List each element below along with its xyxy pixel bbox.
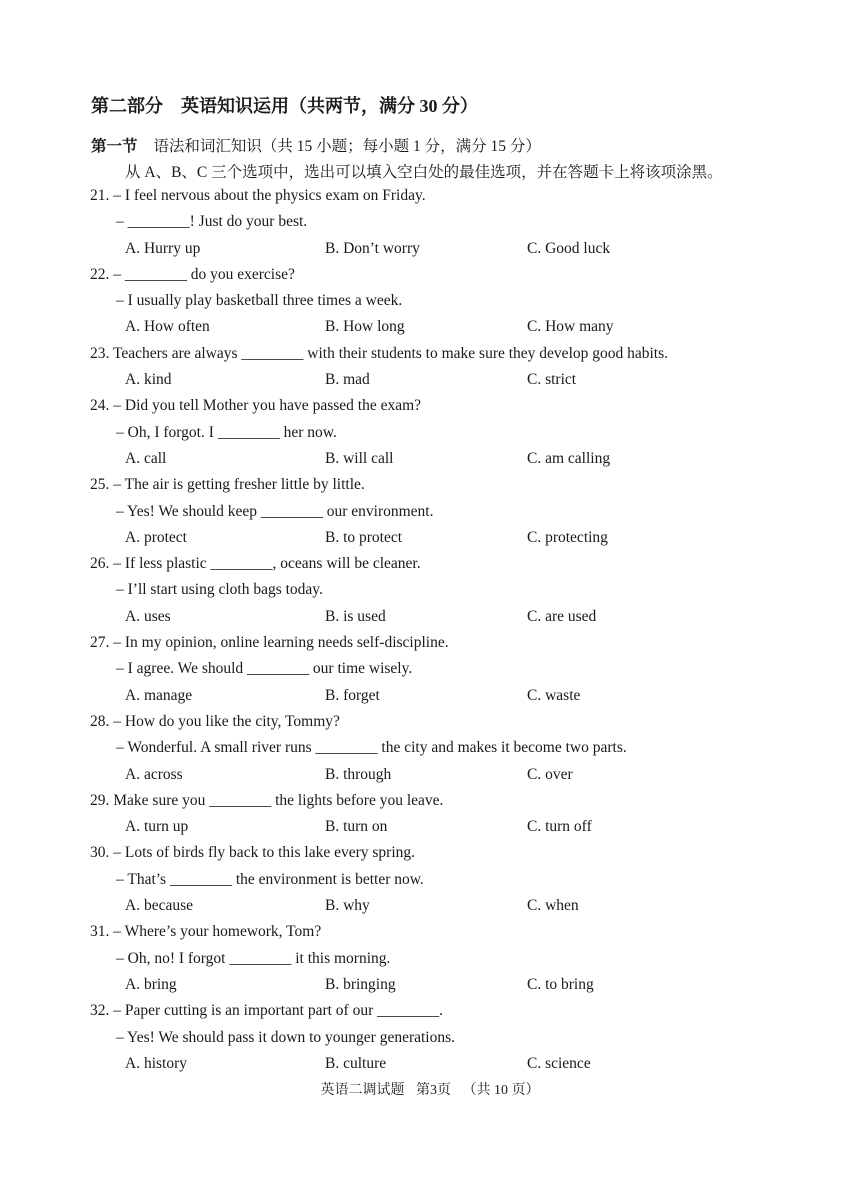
option-a: A. kind	[125, 371, 172, 389]
option-c: C. are used	[527, 607, 597, 625]
question-item	[0, 551, 860, 630]
option-b: B. turn on	[325, 818, 388, 836]
question-response: – Yes! We should keep ________ our environment.	[116, 502, 434, 520]
option-a: A. across	[125, 765, 183, 783]
option-c: C. protecting	[527, 528, 608, 546]
question-item	[0, 262, 860, 341]
option-c: C. when	[527, 897, 579, 915]
part-title: 第二部分 英语知识运用（共两节，满分 30 分）	[91, 96, 478, 116]
question-stem: 24. – Did you tell Mother you have passed the exam?	[90, 397, 422, 415]
question-response: – I agree. We should ________ our time wisely.	[116, 660, 413, 678]
option-b: B. Don’t worry	[325, 239, 420, 257]
option-b: B. through	[325, 765, 392, 783]
question-response: – I usually play basketball three times a week.	[116, 292, 403, 310]
footer-subject: 英语二调试题	[320, 1083, 405, 1098]
footer-total-pages: （共 10 页）	[462, 1083, 540, 1098]
option-a: A. uses	[125, 607, 171, 625]
options-row	[0, 814, 860, 840]
option-c: C. science	[527, 1054, 591, 1072]
question-item	[0, 709, 860, 788]
question-stem: 30. – Lots of birds fly back to this lake every spring.	[90, 844, 416, 862]
question-item	[0, 840, 860, 919]
options-row	[0, 972, 860, 998]
page-footer	[0, 1079, 860, 1099]
option-a: A. protect	[125, 528, 187, 546]
question-response: – Oh, I forgot. I ________ her now.	[116, 423, 337, 441]
option-c: C. am calling	[527, 449, 611, 467]
option-a: A. How often	[125, 318, 210, 336]
question-item	[0, 183, 860, 262]
question-stem: 29. Make sure you ________ the lights before you leave.	[90, 791, 444, 809]
option-b: B. to protect	[325, 528, 403, 546]
option-a: A. because	[125, 897, 193, 915]
option-a: A. turn up	[125, 818, 189, 836]
question-response: – Oh, no! I forgot ________ it this morning.	[116, 949, 391, 967]
question-stem: 27. – In my opinion, online learning needs self-discipline.	[90, 634, 449, 652]
question-response: – Wonderful. A small river runs ________ the city and makes it become two parts.	[116, 739, 627, 757]
option-b: B. is used	[325, 607, 386, 625]
question-response: – I’ll start using cloth bags today.	[116, 581, 323, 599]
question-stem: 22. – ________ do you exercise?	[90, 265, 295, 283]
question-stem: 28. – How do you like the city, Tommy?	[90, 712, 340, 730]
option-b: B. culture	[325, 1054, 387, 1072]
option-a: A. Hurry up	[125, 239, 201, 257]
question-stem: 31. – Where’s your homework, Tom?	[90, 923, 322, 941]
options-row	[0, 525, 860, 551]
question-item	[0, 341, 860, 394]
option-c: C. strict	[527, 371, 577, 389]
question-item	[0, 630, 860, 709]
question-item	[0, 919, 860, 998]
question-stem: 21. – I feel nervous about the physics exam on Friday.	[90, 187, 426, 204]
question-response: – That’s ________ the environment is better now.	[116, 870, 424, 888]
question-stem: 26. – If less plastic ________, oceans will be cleaner.	[90, 555, 421, 573]
section-number: 第一节	[91, 138, 138, 155]
question-item	[0, 393, 860, 472]
option-a: A. manage	[125, 686, 193, 704]
option-c: C. turn off	[527, 818, 592, 836]
options-row	[0, 893, 860, 919]
option-b: B. bringing	[325, 975, 396, 993]
options-row	[0, 314, 860, 340]
question-item	[0, 998, 860, 1077]
options-row	[0, 683, 860, 709]
options-row	[0, 236, 860, 262]
options-row	[0, 762, 860, 788]
option-b: B. why	[325, 897, 370, 915]
question-item	[0, 788, 860, 841]
options-row	[0, 367, 860, 393]
option-c: C. How many	[527, 318, 614, 336]
option-b: B. forget	[325, 686, 380, 704]
question-stem: 25. – The air is getting fresher little by little.	[90, 476, 365, 494]
question-item	[0, 472, 860, 551]
options-row	[0, 604, 860, 630]
option-b: B. How long	[325, 318, 405, 336]
question-response: – Yes! We should pass it down to younger generations.	[116, 1028, 456, 1046]
option-b: B. will call	[325, 449, 394, 467]
option-c: C. to bring	[527, 975, 594, 993]
question-stem: 32. – Paper cutting is an important part of our ________.	[90, 1002, 443, 1020]
option-a: A. bring	[125, 975, 177, 993]
question-stem: 23. Teachers are always ________ with their students to make sure they develop good habits.	[90, 344, 669, 362]
section-heading	[91, 134, 541, 156]
question-response: – ________! Just do your best.	[116, 213, 308, 231]
options-row	[0, 1051, 860, 1077]
option-c: C. Good luck	[527, 239, 611, 257]
option-a: A. history	[125, 1054, 187, 1072]
options-row	[0, 446, 860, 472]
question-list	[0, 183, 860, 1077]
option-c: C. over	[527, 765, 573, 783]
footer-page-number: 第3页	[416, 1083, 451, 1098]
option-a: A. call	[125, 449, 167, 467]
option-b: B. mad	[325, 371, 370, 389]
section-title-text: 语法和词汇知识（共 15 小题；每小题 1 分，满分 15 分）	[153, 138, 541, 155]
option-c: C. waste	[527, 686, 581, 704]
section-instruction: 从 A、B、C 三个选项中，选出可以填入空白处的最佳选项，并在答题卡上将该项涂黑。	[125, 164, 723, 181]
